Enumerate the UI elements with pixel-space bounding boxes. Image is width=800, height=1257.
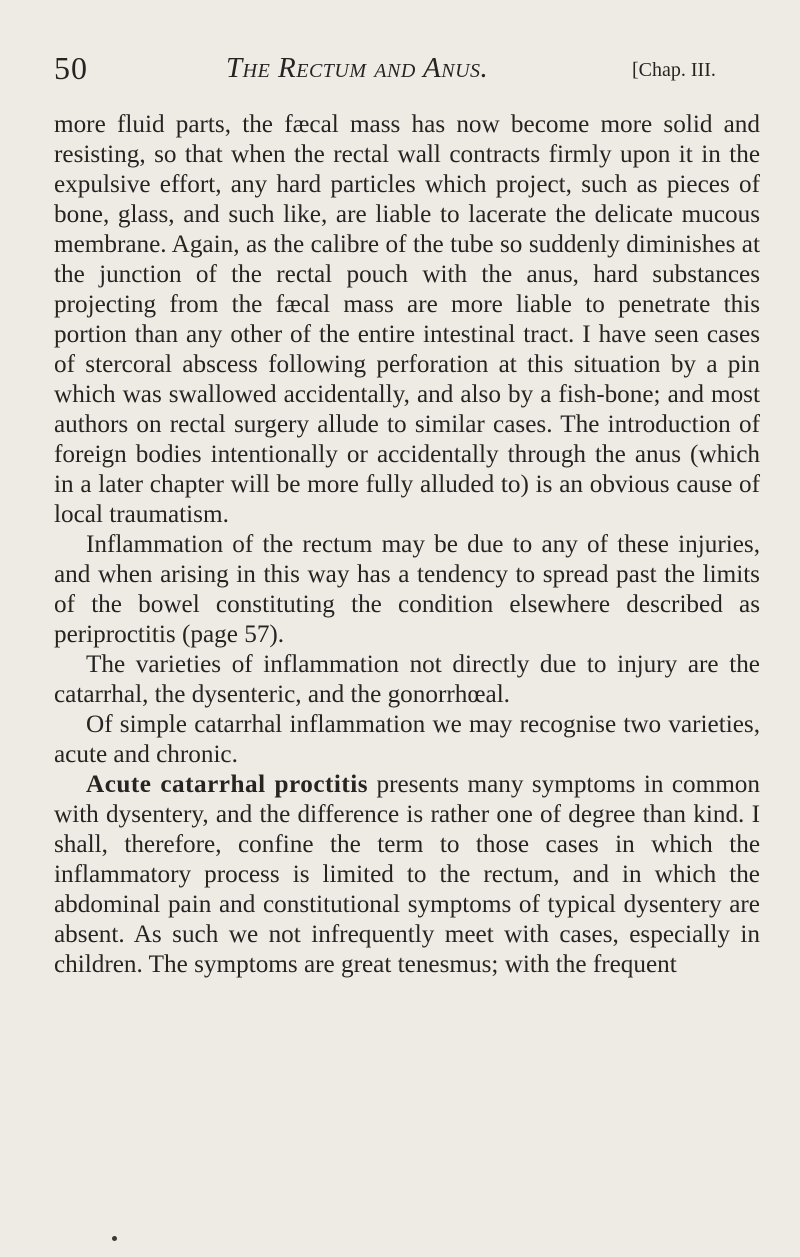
print-speck xyxy=(112,1236,117,1241)
chapter-reference: [Chap. III. xyxy=(632,59,716,81)
paragraph-acute-proctitis xyxy=(54,770,760,980)
lead-term: Acute catarrhal proctitis xyxy=(86,771,369,798)
page-number: 50 xyxy=(54,50,88,86)
running-head xyxy=(54,50,754,90)
paragraph-inflammation: Inflammation of the rectum may be due to any of these injuries, and when arising in this way has a tendency to spread past the limits of the bowel constituting the condition elsewhere described as periproctitis (page 57). xyxy=(54,531,760,648)
paragraph-varieties: The varieties of inflammation not directly due to injury are the catarrhal, the dysenteric, and the gonorrhœal. xyxy=(54,651,760,708)
running-title xyxy=(226,52,488,85)
paragraph-continued: more fluid parts, the fæcal mass has now become more solid and resisting, so that when the rectal wall contracts firmly upon it in the expulsive effort, any hard particles which project, such as pieces of bone, glass, and such like, are liable to lacerate the delicate mucous membrane. Again, as the calibre of the tube so suddenly diminishes at the junction of the rectal pouch with the anus, hard substances projecting from the fæcal mass are more liable to penetrate this portion than any other of the entire intestinal tract. I have seen cases of stercoral abscess following perforation at this situation by a pin which was swallowed accidentally, and also by a fish-bone; and most authors on rectal surgery allude to similar cases. The introduction of foreign bodies intentionally or accidentally through the anus (which in a later chapter will be more fully alluded to) is an obvious cause of local traumatism. xyxy=(54,111,760,528)
paragraph-simple-catarrhal: Of simple catarrhal inflammation we may recognise two varieties, acute and chronic. xyxy=(54,711,760,768)
body-text xyxy=(54,110,760,980)
paragraph-acute-proctitis-text: presents many symptoms in common with dysentery, and the difference is rather one of degree than kind. I shall, therefore, confine the term to those cases in which the inflammatory process is limited to the rectum, and in which the abdominal pain and constitutional symptoms of typical dysentery are absent. As such we not infrequently meet with cases, especially in children. The symptoms are great tenesmus; with the frequent xyxy=(54,771,760,978)
running-title-text: The Rectum and Anus. xyxy=(226,52,489,84)
